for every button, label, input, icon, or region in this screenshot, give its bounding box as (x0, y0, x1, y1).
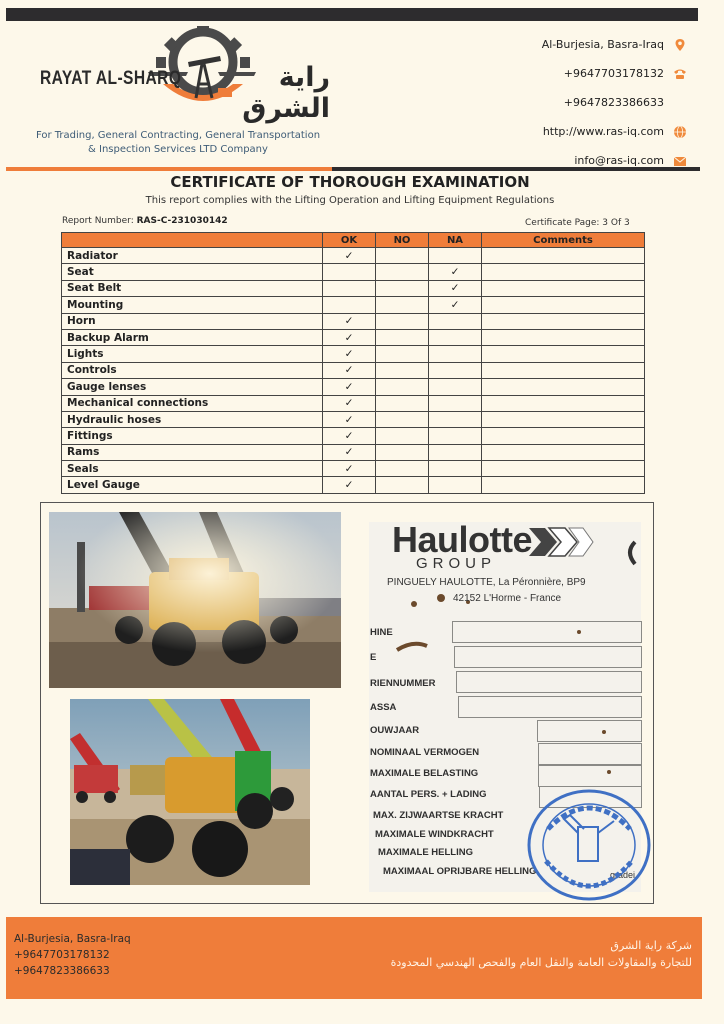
check-cell-na (429, 248, 482, 264)
check-cell-no (376, 444, 429, 460)
contact-email[interactable]: info@ras-iq.com (542, 146, 687, 175)
table-row (62, 411, 645, 427)
checklist-body (62, 248, 645, 494)
comment-cell (482, 297, 645, 313)
nameplate-label: MAXIMALE WINDKRACHT (375, 829, 494, 840)
comment-cell (482, 280, 645, 296)
globe-icon (673, 125, 687, 139)
comment-cell (482, 313, 645, 329)
comment-cell (482, 477, 645, 493)
check-cell-no (376, 395, 429, 411)
checklist-item-label: Backup Alarm (62, 329, 323, 345)
telephone-icon (673, 67, 687, 81)
checklist-item-label: Horn (62, 313, 323, 329)
check-cell-ok (323, 428, 376, 444)
check-cell-ok (323, 297, 376, 313)
checklist-item-label: Fittings (62, 428, 323, 444)
nameplate-field (537, 720, 642, 742)
check-cell-na (429, 428, 482, 444)
nameplate-label: OUWJAAR (370, 725, 420, 736)
checkmark-icon: ✓ (344, 462, 354, 475)
check-cell-no (376, 346, 429, 362)
comment-cell (482, 461, 645, 477)
check-cell-ok (323, 313, 376, 329)
nameplate-field (538, 743, 642, 765)
comment-cell (482, 428, 645, 444)
nameplate-label: HINE (370, 627, 393, 638)
certificate-title: CERTIFICATE OF THOROUGH EXAMINATION (170, 173, 530, 191)
nameplate-address-line-2: 42152 L'Horme - France (453, 593, 562, 604)
checkmark-icon: ✓ (450, 266, 460, 279)
company-name-ar: راية الشرق (242, 62, 330, 124)
nameplate-group: GROUP (416, 555, 497, 572)
report-number: Report Number: RAS-C-231030142 (62, 216, 228, 226)
check-cell-no (376, 329, 429, 345)
contact-website[interactable]: http://www.ras-iq.com (542, 117, 687, 146)
company-stamp-icon (526, 789, 652, 901)
table-row (62, 346, 645, 362)
table-row (62, 280, 645, 296)
nameplate-field (452, 621, 642, 643)
check-cell-no (376, 297, 429, 313)
checkmark-icon: ✓ (344, 446, 354, 459)
check-cell-ok (323, 395, 376, 411)
check-cell-ok (323, 329, 376, 345)
certificate-page: Certificate Page: 3 Of 3 (525, 218, 630, 228)
check-cell-na (429, 411, 482, 427)
nameplate-label: E (370, 652, 377, 663)
check-cell-na (429, 477, 482, 493)
check-cell-ok (323, 264, 376, 280)
comment-cell (482, 362, 645, 378)
check-cell-na (429, 379, 482, 395)
table-header-row: OK NO NA Comments (62, 233, 645, 248)
table-row (62, 264, 645, 280)
page-footer (6, 917, 702, 999)
checkmark-icon: ✓ (344, 380, 354, 393)
nameplate-field (456, 671, 642, 693)
company-logo (30, 26, 330, 124)
check-cell-ok (323, 379, 376, 395)
check-cell-na (429, 297, 482, 313)
nameplate-label: RIENNUMMER (370, 678, 436, 689)
comment-cell (482, 264, 645, 280)
checkmark-icon: ✓ (450, 298, 460, 311)
nameplate-label: MAXIMALE HELLING (378, 847, 473, 858)
check-cell-no (376, 461, 429, 477)
check-cell-no (376, 248, 429, 264)
nameplate-address-line-1: PINGUELY HAULOTTE, La Péronnière, BP9 (387, 577, 586, 588)
table-row (62, 395, 645, 411)
nameplate-label: MAXIMALE BELASTING (370, 768, 479, 779)
check-cell-na (429, 395, 482, 411)
check-cell-no (376, 477, 429, 493)
photo-machine-side (49, 512, 341, 688)
checkmark-icon: ✓ (344, 413, 354, 426)
contact-phone-1: +9647703178132 (542, 59, 687, 88)
nameplate-label: AANTAL PERS. + LADING (370, 789, 487, 800)
location-pin-icon (673, 38, 687, 52)
checklist-item-label: Mechanical connections (62, 395, 323, 411)
table-row (62, 329, 645, 345)
comment-cell (482, 379, 645, 395)
company-name-en: RAYAT AL-SHARQ (40, 68, 182, 89)
check-cell-no (376, 379, 429, 395)
checkmark-icon: ✓ (344, 315, 354, 328)
checkmark-icon: ✓ (450, 282, 460, 295)
checkmark-icon: ✓ (344, 364, 354, 377)
checklist-item-label: Level Gauge (62, 477, 323, 493)
table-row (62, 379, 645, 395)
checklist-item-label: Lights (62, 346, 323, 362)
check-cell-no (376, 280, 429, 296)
check-cell-na (429, 362, 482, 378)
checklist-item-label: Seat (62, 264, 323, 280)
checklist-item-label: Mounting (62, 297, 323, 313)
nameplate-field (538, 765, 642, 787)
nameplate-field (454, 646, 642, 668)
table-row (62, 477, 645, 493)
checklist-item-label: Controls (62, 362, 323, 378)
check-cell-ok (323, 461, 376, 477)
footer-contacts: Al-Burjesia, Basra-Iraq +9647703178132 +9647823386633 (14, 933, 131, 977)
table-row (62, 297, 645, 313)
nameplate-unit: gradei (610, 870, 636, 880)
check-cell-no (376, 264, 429, 280)
comment-cell (482, 346, 645, 362)
footer-arabic-company: شركة راية الشرق للتجارة والمقاولات العامة والنقل العام والفحص الهندسي المحدودة (390, 939, 692, 969)
check-cell-ok (323, 411, 376, 427)
header-top-bar (6, 8, 698, 21)
checkmark-icon: ✓ (344, 397, 354, 410)
table-row (62, 362, 645, 378)
check-cell-no (376, 362, 429, 378)
check-cell-ok (323, 280, 376, 296)
checklist-item-label: Seat Belt (62, 280, 323, 296)
comment-cell (482, 248, 645, 264)
nameplate-label: NOMINAAL VERMOGEN (370, 747, 480, 758)
checkmark-icon: ✓ (344, 249, 354, 262)
check-cell-na (429, 346, 482, 362)
check-cell-na (429, 280, 482, 296)
check-cell-no (376, 428, 429, 444)
comment-cell (482, 395, 645, 411)
checklist-item-label: Seals (62, 461, 323, 477)
certificate-subtitle: This report complies with the Lifting Operation and Lifting Equipment Regulations (145, 195, 555, 206)
nameplate-brand: Haulotte (392, 519, 532, 560)
table-row (62, 248, 645, 264)
contact-phone-2: +9647823386633 (563, 96, 664, 109)
contact-block (542, 30, 687, 175)
check-cell-ok (323, 346, 376, 362)
check-cell-na (429, 264, 482, 280)
checkmark-icon: ✓ (344, 479, 354, 492)
check-cell-na (429, 313, 482, 329)
nameplate-label: MAXIMAAL OPRIJBARE HELLING (383, 866, 537, 877)
nameplate-label: ASSA (370, 702, 397, 713)
checklist-item-label: Rams (62, 444, 323, 460)
nameplate-field (458, 696, 642, 718)
check-cell-no (376, 411, 429, 427)
checklist-item-label: Hydraulic hoses (62, 411, 323, 427)
check-cell-ok (323, 444, 376, 460)
checklist-item-label: Radiator (62, 248, 323, 264)
checklist-item-label: Gauge lenses (62, 379, 323, 395)
checkmark-icon: ✓ (344, 429, 354, 442)
comment-cell (482, 411, 645, 427)
nameplate-label: MAX. ZIJWAARTSE KRACHT (373, 810, 504, 821)
table-row (62, 428, 645, 444)
check-cell-no (376, 313, 429, 329)
inspection-checklist-table (61, 232, 645, 494)
table-row (62, 444, 645, 460)
check-cell-ok (323, 362, 376, 378)
checkmark-icon: ✓ (344, 331, 354, 344)
check-cell-na (429, 444, 482, 460)
comment-cell (482, 329, 645, 345)
header-divider-orange (6, 167, 332, 171)
company-tagline: For Trading, General Contracting, General Transportation & Inspection Services LTD Company (35, 130, 321, 155)
header-divider-dark (332, 167, 700, 171)
table-row (62, 313, 645, 329)
check-cell-ok (323, 477, 376, 493)
contact-address: Al-Burjesia, Basra-Iraq (542, 30, 687, 59)
check-cell-na (429, 329, 482, 345)
checkmark-icon: ✓ (344, 348, 354, 361)
check-cell-na (429, 461, 482, 477)
comment-cell (482, 444, 645, 460)
table-row (62, 461, 645, 477)
envelope-icon (673, 154, 687, 168)
check-cell-ok (323, 248, 376, 264)
photo-machine-front (70, 699, 310, 885)
